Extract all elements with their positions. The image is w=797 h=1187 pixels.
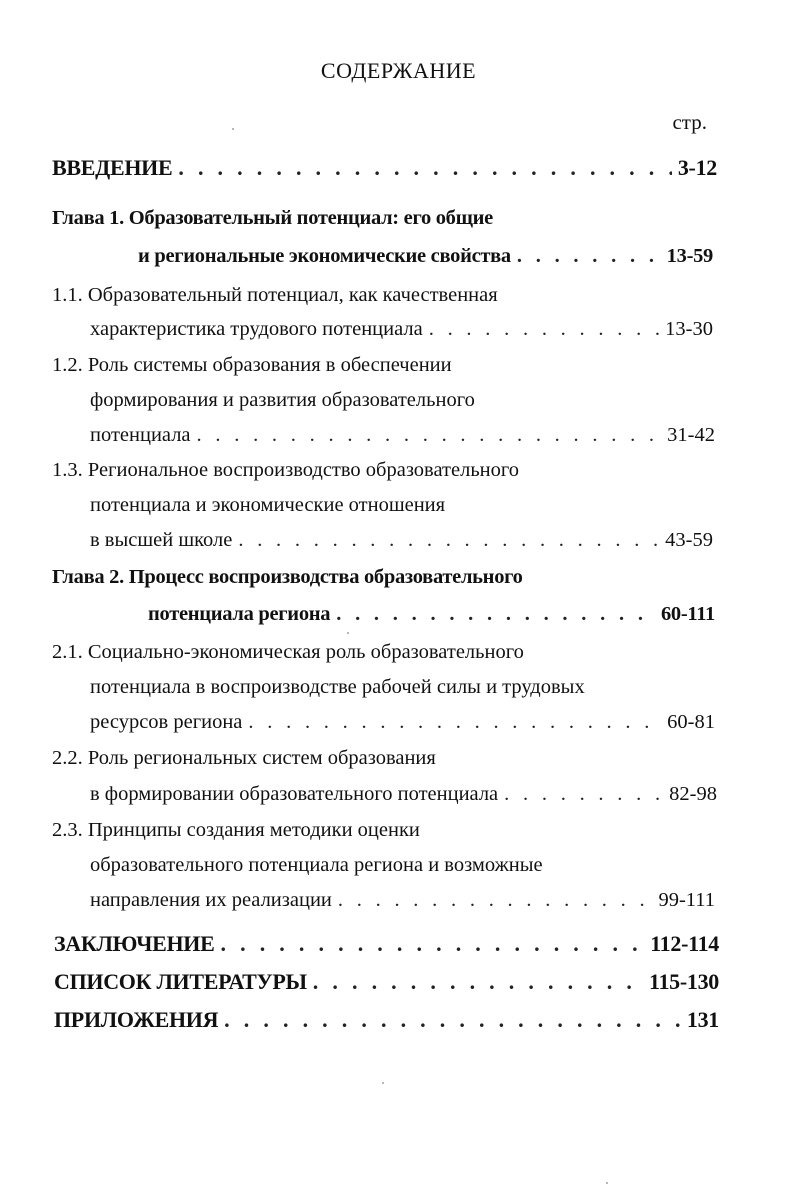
toc-entry-literature xyxy=(54,967,719,997)
toc-section-2-2-line1 xyxy=(52,743,717,773)
toc-label: в высшей школе xyxy=(90,529,233,551)
toc-pages: 13-59 xyxy=(666,245,713,267)
section-number: 2.3. xyxy=(52,819,83,841)
scan-speck xyxy=(382,1082,384,1084)
toc-section-1-3-line2: потенциала и экономические отношения xyxy=(90,494,446,516)
toc-pages: 60-81 xyxy=(667,711,715,733)
section-title: Социально-экономическая роль образовательного xyxy=(87,641,524,663)
toc-label: СПИСОК ЛИТЕРАТУРЫ xyxy=(54,969,307,994)
toc-chapter-2-line1: Глава 2. Процесс воспроизводства образовательного xyxy=(52,566,523,588)
toc-pages: 60-111 xyxy=(660,603,715,625)
toc-section-1-3-line3 xyxy=(90,525,713,555)
toc-section-2-1-line2: потенциала в воспроизводстве рабочей силы и трудовых xyxy=(90,676,585,698)
dot-leader xyxy=(238,525,659,555)
toc-pages: 131 xyxy=(686,1007,719,1032)
toc-label: ПРИЛОЖЕНИЯ xyxy=(54,1007,219,1032)
toc-section-1-2-line1 xyxy=(52,350,717,380)
toc-chapter-1-line2 xyxy=(138,241,713,271)
toc-label: ВВЕДЕНИЕ xyxy=(52,155,173,180)
section-number: 1.1. xyxy=(52,284,83,306)
toc-section-1-3-line1 xyxy=(52,455,717,485)
toc-section-2-2-line2 xyxy=(90,779,717,809)
dot-leader xyxy=(224,1005,681,1035)
section-number: 2.1. xyxy=(52,641,83,663)
dot-leader xyxy=(248,707,661,737)
section-number: 2.2. xyxy=(52,747,83,769)
toc-label: и региональные экономические свойства xyxy=(138,245,511,267)
page-title: СОДЕРЖАНИЕ xyxy=(320,58,477,83)
toc-pages: 115-130 xyxy=(648,969,719,994)
toc-section-1-2-line2: формирования и развития образовательного xyxy=(90,389,475,411)
scan-speck xyxy=(232,128,234,130)
toc-label: потенциала региона xyxy=(148,603,331,625)
dot-leader xyxy=(336,599,655,629)
section-number: 1.3. xyxy=(52,459,83,481)
dot-leader xyxy=(338,885,653,915)
toc-section-1-2-line3 xyxy=(90,420,715,450)
toc-entry-conclusion xyxy=(54,929,719,959)
section-title: Роль системы образования в обеспечении xyxy=(87,354,452,376)
section-number: 1.2. xyxy=(52,354,83,376)
section-title: Региональное воспроизводство образовательного xyxy=(87,459,520,481)
toc-label: ресурсов региона xyxy=(90,711,243,733)
toc-label: направления их реализации xyxy=(90,889,332,911)
dot-leader xyxy=(313,967,643,997)
toc-pages: 3-12 xyxy=(677,155,717,180)
toc-label: в формировании образовательного потенциала xyxy=(90,783,499,805)
toc-section-2-3-line2: образовательного потенциала региона и возможные xyxy=(90,854,543,876)
toc-pages: 43-59 xyxy=(665,529,713,551)
toc-section-1-1-line1 xyxy=(52,280,717,310)
toc-section-2-1-line3 xyxy=(90,707,715,737)
page-column-header: стр. xyxy=(672,110,707,134)
toc-label: характеристика трудового потенциала xyxy=(90,318,423,340)
dot-leader xyxy=(178,153,672,183)
toc-pages: 99-111 xyxy=(658,889,715,911)
dot-leader xyxy=(221,929,645,959)
toc-entry-intro xyxy=(52,153,717,183)
dot-leader xyxy=(504,779,663,809)
toc-section-1-1-line2 xyxy=(90,314,713,344)
section-title: Образовательный потенциал, как качественная xyxy=(87,284,498,306)
toc-section-2-3-line1 xyxy=(52,815,717,845)
toc-chapter-1-line1: Глава 1. Образовательный потенциал: его общие xyxy=(52,207,493,229)
dot-leader xyxy=(197,420,662,450)
section-title: Принципы создания методики оценки xyxy=(87,819,420,841)
toc-pages: 13-30 xyxy=(665,318,713,340)
toc-section-2-1-line1 xyxy=(52,637,717,667)
toc-pages: 31-42 xyxy=(667,424,715,446)
toc-label: потенциала xyxy=(90,424,191,446)
dot-leader xyxy=(429,314,659,344)
toc-section-2-3-line3 xyxy=(90,885,715,915)
toc-pages: 112-114 xyxy=(650,931,719,956)
section-title: Роль региональных систем образования xyxy=(87,747,436,769)
dot-leader xyxy=(517,241,661,271)
toc-entry-appendix xyxy=(54,1005,719,1035)
toc-chapter-2-line2 xyxy=(148,599,715,629)
scan-speck xyxy=(347,632,349,634)
scan-speck xyxy=(606,1182,608,1184)
toc-pages: 82-98 xyxy=(669,783,717,805)
toc-label: ЗАКЛЮЧЕНИЕ xyxy=(54,931,215,956)
